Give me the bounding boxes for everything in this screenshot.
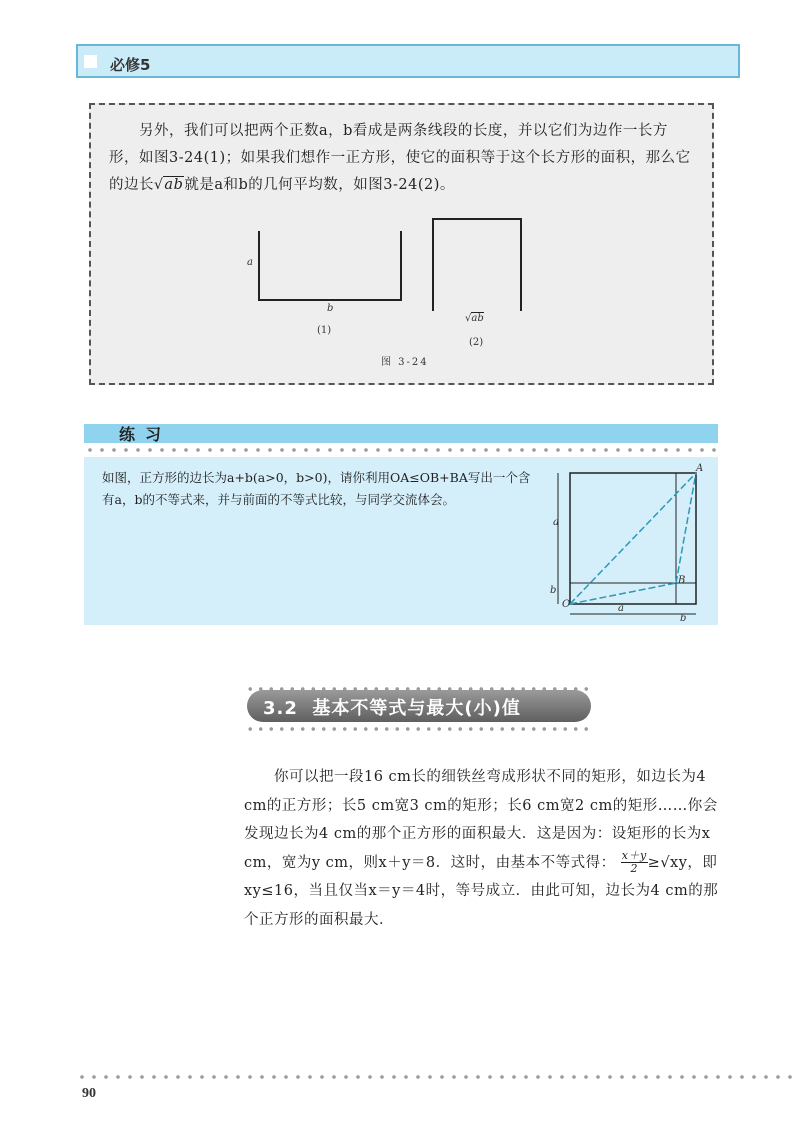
- section-body: [244, 763, 724, 934]
- body-text-1: 你可以把一段16 cm长的细铁丝弯成形状不同的矩形，如边长为4 cm的正方形；长5 cm宽3 cm的矩形；长6 cm宽2 cm的矩形……你会发现边长为4 cm的那个正方形的面积最大．这是因为：设矩形的长为x cm，宽为y cm，则x＋y＝8．这时，由基本不等式得：: [244, 769, 718, 871]
- exercise-box: [84, 457, 718, 625]
- footer-divider: [76, 1074, 796, 1080]
- label-b: b: [327, 303, 334, 314]
- intro-text: 另外，我们可以把两个正数a，b看成是两条线段的长度，并以它们为边作一长方形，如图3-24(1)；如果我们想作一正方形，使它的面积等于这个长方形的面积，那么它的边长: [109, 123, 691, 193]
- vertical-label-b: b: [550, 585, 557, 596]
- intro-text-tail: 就是a和b的几何平均数，如图3-24(2)。: [184, 177, 455, 193]
- horizontal-label-b: b: [680, 613, 687, 624]
- section-heading: [247, 690, 591, 722]
- body-text-2: ≥√xy，即xy≤16，当且仅当x＝y＝4时，等号成立．由此可知，边长为4 cm的那个正方形的面积最大．: [244, 854, 719, 928]
- dotted-divider: [245, 726, 590, 732]
- exercise-header: [84, 424, 718, 443]
- header-square-icon: [84, 55, 97, 68]
- subfigure-2-label: (2): [469, 337, 484, 348]
- dotted-divider: [84, 447, 718, 453]
- point-A: A: [696, 463, 704, 474]
- header-title: 必修5: [110, 56, 151, 74]
- section-title: 3.2 基本不等式与最大(小)值: [263, 698, 521, 719]
- horizontal-label-a: a: [618, 603, 624, 614]
- fraction: $\frac{x+y}{2}$: [621, 849, 647, 875]
- vertical-label-a: a: [553, 517, 559, 528]
- square-figure: [433, 219, 521, 311]
- label-sqrt-ab: √ab: [465, 313, 484, 324]
- rectangle-figure: [259, 231, 401, 300]
- intro-figure: [91, 105, 712, 383]
- page-number: 90: [82, 1086, 96, 1101]
- exercise-title: 练习: [119, 425, 172, 444]
- chapter-header: [76, 44, 740, 78]
- intro-box: [89, 103, 714, 385]
- figure-caption: 图 3-24: [381, 357, 429, 368]
- exercise-text: 如图，正方形的边长为a+b(a>0，b>0)，请你利用OA≤OB+BA写出一个含有a，b的不等式来，并与前面的不等式比较，与同学交流体会。: [102, 470, 531, 507]
- sqrt-expression: √ab: [154, 177, 184, 193]
- point-B: B: [678, 575, 686, 586]
- subfigure-1-label: (1): [317, 325, 332, 336]
- point-O: O: [562, 599, 571, 610]
- label-a: a: [247, 257, 253, 268]
